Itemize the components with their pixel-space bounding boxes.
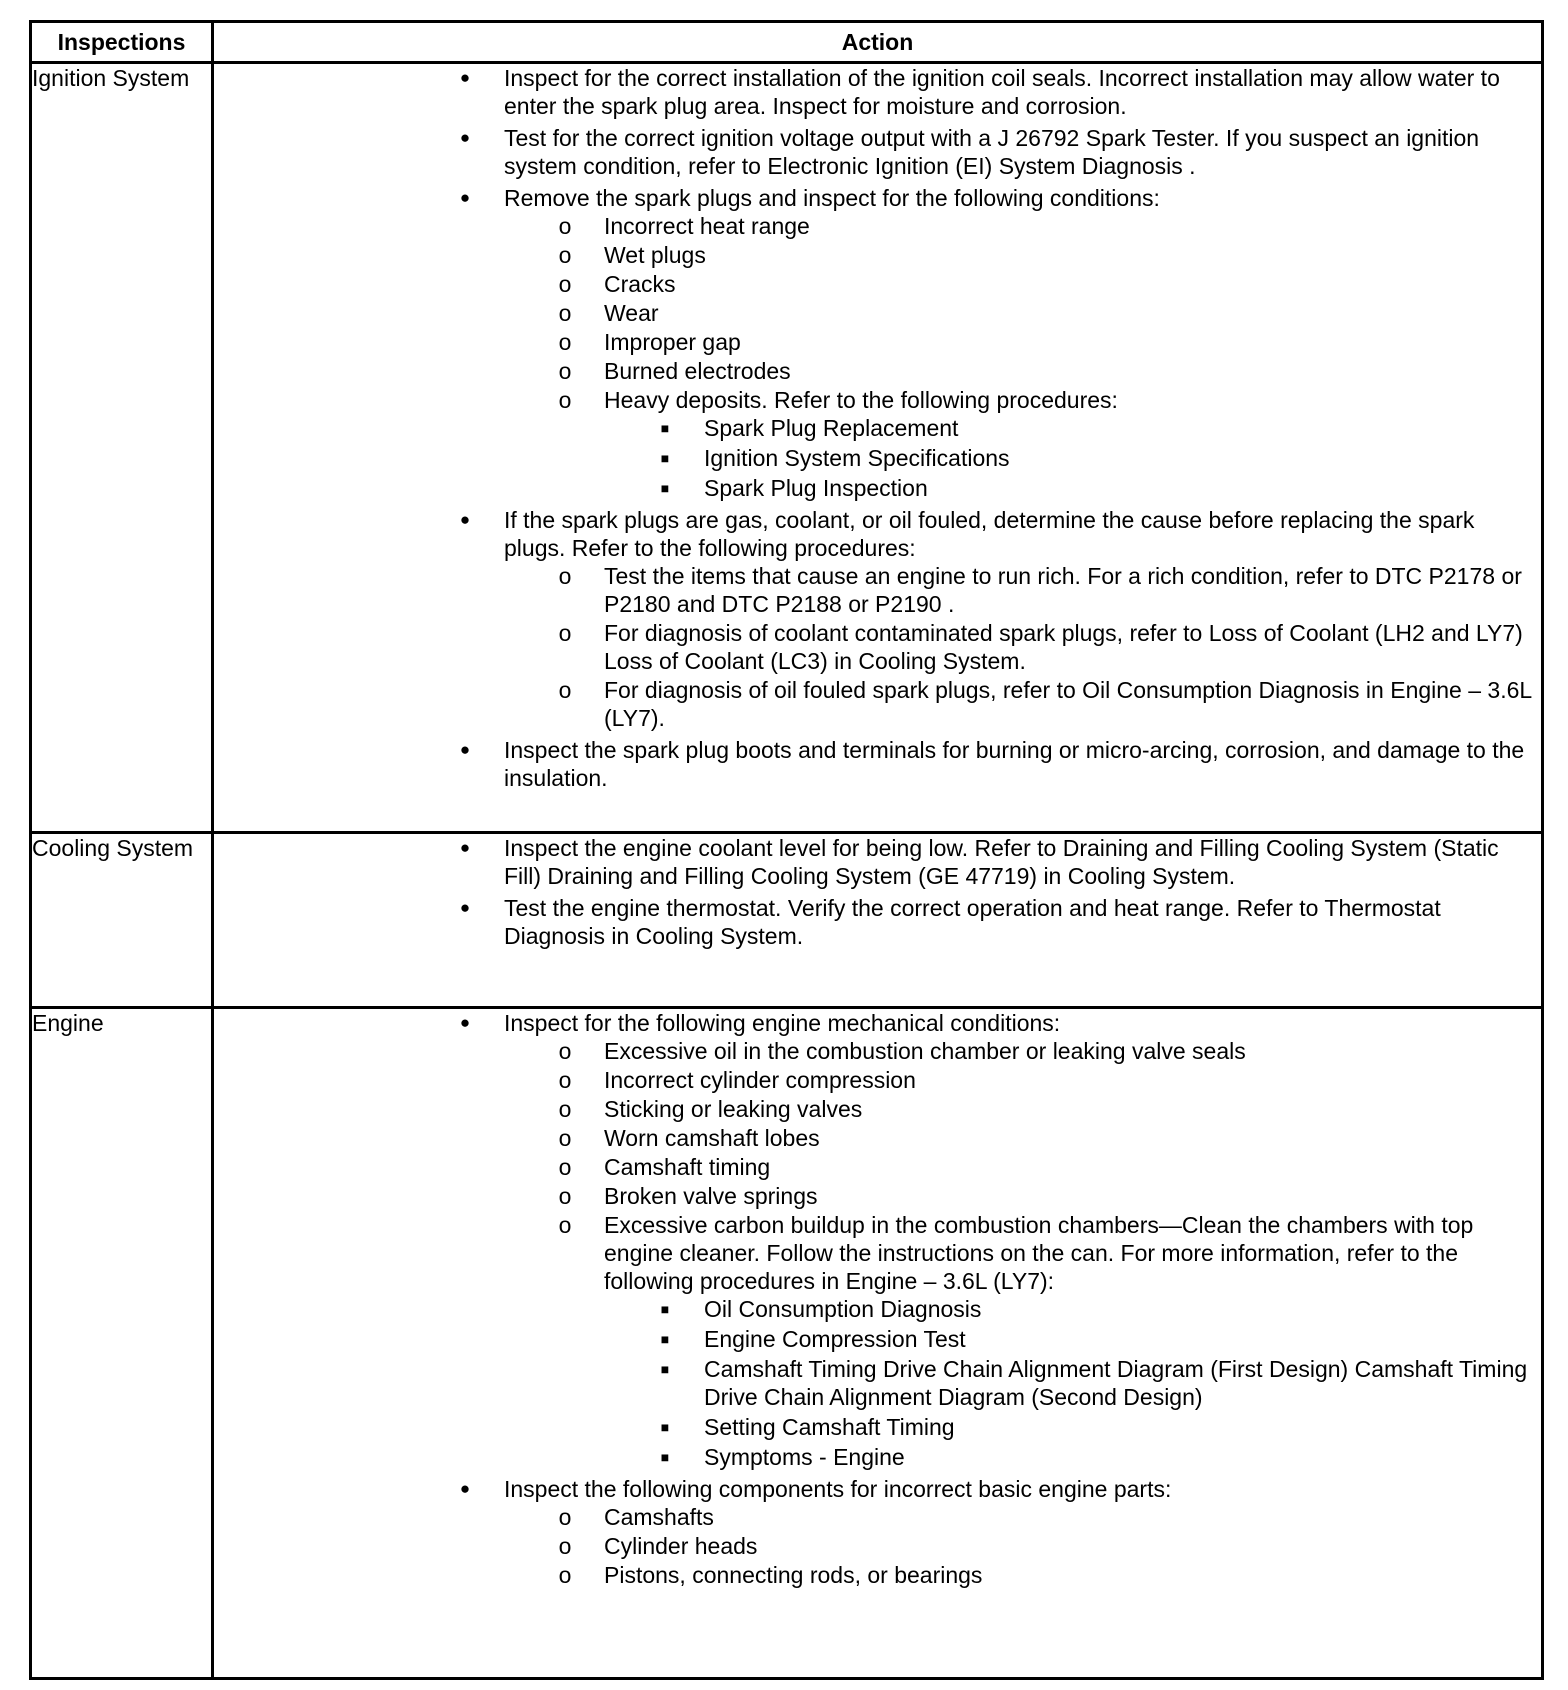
list-item-text: Inspect the spark plug boots and terminals for burning or micro-arcing, corrosion, and damage to the insulation. [504, 737, 1525, 791]
sub-list-item-text: Heavy deposits. Refer to the following procedures: [604, 387, 1118, 413]
sub-list-item [558, 1037, 1541, 1065]
sub-list-item [558, 328, 1541, 356]
procedure-item [660, 444, 1541, 472]
circle-bullet-icon: o [558, 677, 572, 703]
list-item-text: Test for the correct ignition voltage output with a J 26792 Spark Tester. If you suspect an ignition system condition, refer to Electronic Ignition (EI) System Diagnosis . [504, 125, 1480, 179]
sub-list-item-text: Cylinder heads [604, 1533, 758, 1559]
circle-bullet-icon: o [558, 1183, 572, 1209]
bullet-icon: ● [459, 1479, 471, 1498]
circle-bullet-icon: o [558, 213, 572, 239]
sub-list-item [558, 1095, 1541, 1123]
list-item-text: If the spark plugs are gas, coolant, or oil fouled, determine the cause before replacing the spark plugs. Refer to the following procedures: [504, 507, 1475, 561]
procedure-item [660, 1413, 1541, 1441]
procedure-item-text: Setting Camshaft Timing [704, 1414, 955, 1440]
square-bullet-icon: ■ [660, 480, 670, 496]
bullet-list [214, 1009, 1541, 1589]
list-item [459, 894, 1541, 950]
square-bullet-icon: ■ [660, 1331, 670, 1347]
bullet-icon: ● [459, 68, 471, 87]
procedure-item [660, 1295, 1541, 1323]
circle-bullet-icon: o [558, 563, 572, 589]
sub-list-item-text: For diagnosis of oil fouled spark plugs, refer to Oil Consumption Diagnosis in Engine – 3.6L (LY7). [604, 677, 1532, 731]
sub-list-item-text: For diagnosis of coolant contaminated spark plugs, refer to Loss of Coolant (LH2 and LY7) Loss of Coolant (LC3) in Cooling System. [604, 620, 1523, 674]
sub-list-item-text: Cracks [604, 271, 676, 297]
sub-list-item-text: Test the items that cause an engine to run rich. For a rich condition, refer to DTC P2178 or P2180 and DTC P2188 or P2190 . [604, 563, 1522, 617]
circle-bullet-icon: o [558, 1154, 572, 1180]
procedure-list [604, 1295, 1541, 1471]
list-item-text: Inspect for the correct installation of the ignition coil seals. Incorrect installation may allow water to enter the spark plug area. Inspect for moisture and corrosion. [504, 65, 1500, 119]
sub-list-item [558, 1561, 1541, 1589]
bullet-icon: ● [459, 1013, 471, 1032]
square-bullet-icon: ■ [660, 1449, 670, 1465]
bullet-list [214, 834, 1541, 950]
sub-list [504, 212, 1541, 502]
sub-list-item-text: Excessive carbon buildup in the combustion chambers—Clean the chambers with top engine cleaner. Follow the instructions on the can. For more information, refer to the following procedures in Engine – 3.6L (LY7): [604, 1212, 1474, 1294]
circle-bullet-icon: o [558, 329, 572, 355]
sub-list-item-text: Excessive oil in the combustion chamber or leaking valve seals [604, 1038, 1246, 1064]
header-row [31, 22, 1543, 63]
circle-bullet-icon: o [558, 1096, 572, 1122]
bullet-icon: ● [459, 188, 471, 207]
procedure-item [660, 1443, 1541, 1471]
sub-list-item-text: Camshafts [604, 1504, 714, 1530]
sub-list [504, 1037, 1541, 1471]
table-row [31, 63, 1543, 833]
sub-list-item [558, 619, 1541, 675]
table-row [31, 833, 1543, 1008]
sub-list-item [558, 1503, 1541, 1531]
header-action: Action [213, 22, 1543, 63]
procedure-item-text: Oil Consumption Diagnosis [704, 1296, 982, 1322]
list-item [459, 184, 1541, 502]
sub-list-item [558, 357, 1541, 385]
circle-bullet-icon: o [558, 620, 572, 646]
sub-list-item-text: Incorrect cylinder compression [604, 1067, 916, 1093]
sub-list-item-text: Camshaft timing [604, 1154, 771, 1180]
sub-list-item [558, 562, 1541, 618]
list-item [459, 1009, 1541, 1471]
sub-list-item [558, 1124, 1541, 1152]
sub-list [504, 1503, 1541, 1589]
circle-bullet-icon: o [558, 1212, 572, 1238]
bullet-list [214, 64, 1541, 792]
procedure-item-text: Engine Compression Test [704, 1326, 966, 1352]
procedure-item [660, 1325, 1541, 1353]
sub-list-item [558, 1066, 1541, 1094]
circle-bullet-icon: o [558, 300, 572, 326]
sub-list-item-text: Sticking or leaking valves [604, 1096, 863, 1122]
bullet-icon: ● [459, 740, 471, 759]
circle-bullet-icon: o [558, 1038, 572, 1064]
list-item [459, 1475, 1541, 1589]
procedure-item-text: Ignition System Specifications [704, 445, 1010, 471]
circle-bullet-icon: o [558, 242, 572, 268]
bullet-icon: ● [459, 128, 471, 147]
sub-list-item-text: Wet plugs [604, 242, 706, 268]
procedure-item [660, 474, 1541, 502]
circle-bullet-icon: o [558, 358, 572, 384]
table-row [31, 1008, 1543, 1679]
action-cell [213, 833, 1543, 1008]
action-cell [213, 1008, 1543, 1679]
sub-list [504, 562, 1541, 732]
inspection-title: Cooling System [31, 833, 213, 1008]
list-item-text: Remove the spark plugs and inspect for the following conditions: [504, 185, 1160, 211]
procedure-item [660, 1355, 1541, 1411]
list-item [459, 834, 1541, 890]
sub-list-item [558, 1182, 1541, 1210]
square-bullet-icon: ■ [660, 1419, 670, 1435]
circle-bullet-icon: o [558, 387, 572, 413]
sub-list-item [558, 1211, 1541, 1471]
action-cell [213, 63, 1543, 833]
square-bullet-icon: ■ [660, 1361, 670, 1377]
list-item-text: Inspect for the following engine mechanical conditions: [504, 1010, 1061, 1036]
list-item-text: Inspect the following components for incorrect basic engine parts: [504, 1476, 1172, 1502]
sub-list-item [558, 270, 1541, 298]
circle-bullet-icon: o [558, 1125, 572, 1151]
sub-list-item [558, 1532, 1541, 1560]
sub-list-item [558, 299, 1541, 327]
procedure-item-text: Symptoms - Engine [704, 1444, 905, 1470]
list-item [459, 506, 1541, 732]
list-item [459, 124, 1541, 180]
sub-list-item-text: Wear [604, 300, 659, 326]
sub-list-item [558, 676, 1541, 732]
square-bullet-icon: ■ [660, 420, 670, 436]
inspection-title: Engine [31, 1008, 213, 1679]
sub-list-item [558, 212, 1541, 240]
procedure-list [604, 414, 1541, 502]
circle-bullet-icon: o [558, 1067, 572, 1093]
header-inspections: Inspections [31, 22, 213, 63]
bullet-icon: ● [459, 838, 471, 857]
bullet-icon: ● [459, 898, 471, 917]
procedure-item-text: Camshaft Timing Drive Chain Alignment Diagram (First Design) Camshaft Timing Drive Chain Alignment Diagram (Second Design) [704, 1356, 1528, 1410]
circle-bullet-icon: o [558, 1533, 572, 1559]
sub-list-item-text: Broken valve springs [604, 1183, 818, 1209]
procedure-item [660, 414, 1541, 442]
list-item [459, 736, 1541, 792]
square-bullet-icon: ■ [660, 450, 670, 466]
sub-list-item [558, 386, 1541, 502]
sub-list-item-text: Burned electrodes [604, 358, 791, 384]
list-item [459, 64, 1541, 120]
bullet-icon: ● [459, 510, 471, 529]
sub-list-item-text: Improper gap [604, 329, 741, 355]
list-item-text: Inspect the engine coolant level for being low. Refer to Draining and Filling Cooling System (Static Fill) Draining and Filling Cooling System (GE 47719) in Cooling System. [504, 835, 1499, 889]
circle-bullet-icon: o [558, 271, 572, 297]
sub-list-item [558, 241, 1541, 269]
square-bullet-icon: ■ [660, 1301, 670, 1317]
circle-bullet-icon: o [558, 1504, 572, 1530]
sub-list-item-text: Pistons, connecting rods, or bearings [604, 1562, 983, 1588]
procedure-item-text: Spark Plug Replacement [704, 415, 959, 441]
circle-bullet-icon: o [558, 1562, 572, 1588]
sub-list-item-text: Worn camshaft lobes [604, 1125, 820, 1151]
list-item-text: Test the engine thermostat. Verify the correct operation and heat range. Refer to Thermostat Diagnosis in Cooling System. [504, 895, 1441, 949]
inspection-title: Ignition System [31, 63, 213, 833]
sub-list-item-text: Incorrect heat range [604, 213, 810, 239]
procedure-item-text: Spark Plug Inspection [704, 475, 928, 501]
sub-list-item [558, 1153, 1541, 1181]
inspection-table [29, 20, 1544, 1680]
